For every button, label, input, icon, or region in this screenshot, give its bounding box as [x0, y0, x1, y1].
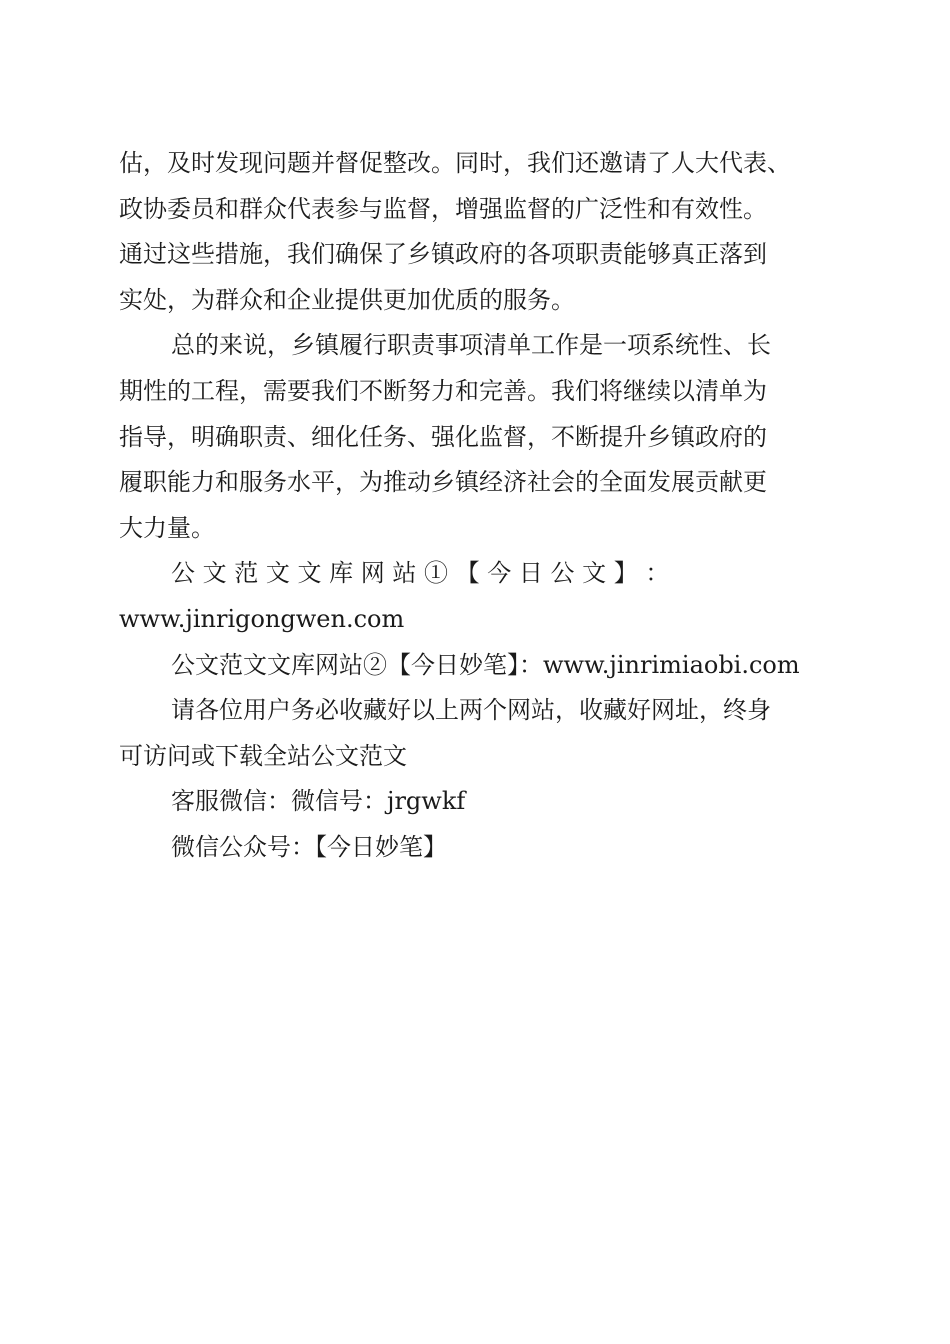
wechat-service [119, 779, 831, 825]
text-line: 可访问或下载全站公文范文 [119, 741, 407, 770]
paragraph-supervision-continued [119, 141, 831, 323]
text-line: 实处，为群众和企业提供更加优质的服务。 [119, 285, 575, 314]
text-line: 履职能力和服务水平，为推动乡镇经济社会的全面发展贡献更 [119, 468, 767, 497]
text-line: 请各位用户务必收藏好以上两个网站，收藏好网址，终身 [171, 696, 771, 725]
website-1-url: www.jinrigongwen.com [119, 604, 405, 633]
website-2-notice [119, 643, 831, 689]
website-2-text: 公文范文文库网站②【今日妙笔】：www.jinrimiaobi.com [171, 650, 800, 679]
paragraph-conclusion [119, 323, 831, 551]
text-line: 政协委员和群众代表参与监督，增强监督的广泛性和有效性。 [119, 194, 767, 223]
text-line: 总的来说，乡镇履行职责事项清单工作是一项系统性、长 [171, 331, 771, 360]
wechat-public-account [119, 825, 831, 871]
wechat-service-text: 客服微信：微信号：jrgwkf [171, 787, 466, 816]
text-line: 通过这些措施，我们确保了乡镇政府的各项职责能够真正落到 [119, 240, 767, 269]
website-1-notice [119, 551, 831, 642]
text-line: 指导，明确职责、细化任务、强化监督，不断提升乡镇政府的 [119, 422, 767, 451]
bookmark-notice [119, 688, 831, 779]
text-line: 大力量。 [119, 513, 215, 542]
document-body [119, 141, 831, 871]
text-line: 估，及时发现问题并督促整改。同时，我们还邀请了人大代表、 [119, 149, 791, 177]
wechat-public-text: 微信公众号：【今日妙笔】 [171, 832, 447, 861]
website-1-label: 公 文 范 文 文 库 网 站 ① 【 今 日 公 文 】 ： [171, 559, 670, 588]
text-line: 期性的工程，需要我们不断努力和完善。我们将继续以清单为 [119, 376, 767, 405]
